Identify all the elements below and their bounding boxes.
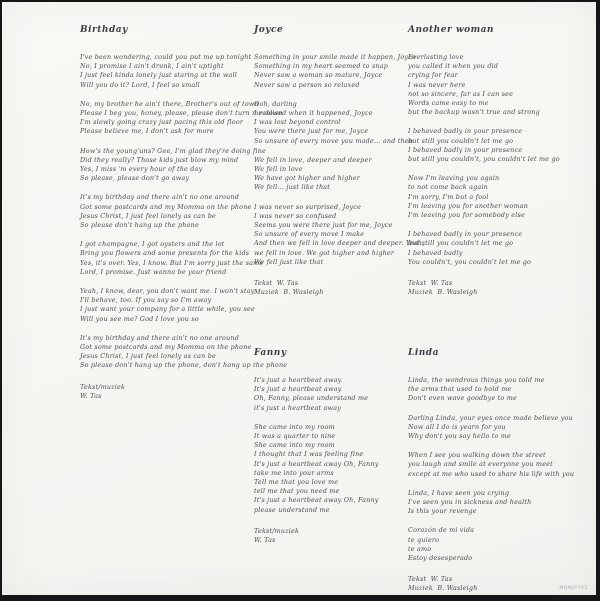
lyric-line: So please don't hang up the phone, don't hang up the phone [80, 361, 288, 370]
lyric-line: I'll behave, too. If you say so I'm away [80, 296, 212, 305]
verse [408, 376, 596, 404]
verse [408, 230, 596, 267]
credit-line: W. Tas [80, 391, 102, 400]
song-credits [254, 527, 424, 545]
verse [254, 376, 424, 413]
lyric-line: I was never so surprised, Joyce [254, 202, 362, 211]
lyric-line: Lord, I promise. Just wanna be your friend [80, 267, 227, 276]
verse [408, 451, 596, 479]
song-title: Another woman [408, 25, 494, 35]
lyric-line: Now I'm leaving you again [408, 174, 500, 183]
verse [254, 100, 424, 146]
lyric-line: Oh, Fanny, please understand me [254, 394, 369, 403]
lyric-line: I'm slowly going crazy just pacing this old floor [80, 118, 244, 127]
verse [80, 53, 256, 90]
lyric-line: it's just a heartbeat away [254, 403, 342, 412]
lyric-line: Jesus Christ, I just feel lonely as can be [80, 211, 217, 220]
lyric-line: crying for fear [408, 71, 458, 80]
lyric-line: I realised when it happened, Joyce [254, 109, 373, 118]
lyric-line: te quiero [408, 535, 440, 544]
lyric-line: I was never so confused [254, 211, 337, 220]
song-credits [408, 279, 596, 297]
lyric-line: It's my birthday and there ain't no one around [80, 193, 239, 202]
lyric-line: So please, please don't go away [80, 174, 190, 183]
lyric-line: Did they really? Those kids just blow my mind [80, 155, 239, 164]
lyric-line: tell me that you need me [254, 487, 340, 496]
verse [408, 414, 596, 442]
lyric-line: We fell... just like that [254, 183, 331, 192]
lyric-line: Is this your revenge [408, 507, 477, 516]
lyric-line: I thought that I was feeling fine [254, 450, 364, 459]
song-credits [80, 383, 256, 401]
lyric-line: We fell in love [254, 165, 303, 174]
lyric-line: we fell in love. We got higher and higher [254, 248, 395, 257]
verse [408, 489, 596, 517]
lyric-line: please understand me [254, 505, 330, 514]
lyric-line: I got champagne, I got oysters and the lot [80, 240, 225, 249]
lyric-line: We fell just like that [254, 257, 324, 266]
lyric-line: It's just a heartbeat away Oh, Fanny [254, 459, 379, 468]
lyric-line: I've been wondering, could you put me up tonight [80, 53, 252, 61]
lyric-line: Something in my heart seemed to snap [254, 62, 389, 71]
lyric-line: You were there just for me, Joyce [254, 127, 369, 136]
lyric-line: I'm leaving you for another woman [408, 201, 529, 210]
lyric-line: We fell in love, deeper and deeper [254, 155, 372, 164]
lyric-line: And then we fell in love deeper and deeper. Yeah, [254, 239, 425, 248]
lyric-line: te amo [408, 544, 432, 553]
lyric-line: I behaved badly in your presence [408, 145, 523, 154]
lyric-line: Estoy desesperado [408, 554, 473, 563]
lyric-line: I'm leaving you for somebody else [408, 211, 525, 220]
lyric-line: You couldn't, you couldn't let me go [408, 257, 532, 266]
lyric-line: I behaved badly in your presence [408, 230, 523, 239]
song-title: Fanny [254, 348, 287, 358]
verse [408, 526, 596, 563]
lyric-line: Linda, the wondrous things you told me [408, 376, 545, 384]
lyric-line: It's just a heartbeat away [254, 385, 342, 394]
song-linda [408, 347, 596, 594]
lyric-line: but the backup wasn't true and strong [408, 108, 540, 117]
lyric-line: It's my birthday and there ain't no one around [80, 333, 239, 342]
lyric-line: Please believe me, I don't ask for more [80, 127, 214, 136]
lyric-line: not so sincere, far as I can see [408, 89, 514, 98]
catalog-number: MDMJP702 [559, 586, 588, 591]
lyric-line: It's just a heartbeat away [254, 376, 342, 384]
lyric-line: She came into my room [254, 422, 335, 431]
lyric-line: When I see you walking down the street [408, 451, 546, 460]
lyric-line: I was lost beyond control [254, 118, 341, 127]
verse [408, 53, 596, 117]
credit-line: W. Tas [254, 536, 276, 545]
lyric-line: I behaved badly [408, 248, 463, 257]
lyric-line: Will you do it? Lord, I feel so small [80, 80, 200, 89]
credit-line: Tekst W. Tas [408, 279, 453, 288]
lyric-line: Corazón de mi vida [408, 526, 475, 535]
lyric-line: I've seen you in sickness and health [408, 498, 532, 507]
lyric-line: to not come back again [408, 183, 488, 192]
lyric-line: It was a quarter to nine [254, 432, 336, 441]
lyric-line: I behaved badly in your presence [408, 127, 523, 136]
lyric-line: Got some postcards and my Momma on the phone [80, 343, 252, 352]
verse [254, 156, 424, 193]
lyric-line: Something in your smile made it happen, Joyce [254, 53, 416, 61]
verse [80, 287, 256, 324]
lyric-line: but still you couldn't let me go [408, 239, 514, 248]
lyric-line: take me into your arms [254, 468, 334, 477]
lyric-line: I was never here [408, 80, 466, 89]
verse [254, 203, 424, 267]
lyric-line: but still you couldn't, you couldn't let me go [408, 155, 560, 164]
song-title: Linda [408, 348, 439, 358]
credit-line: Muziek B. Wasleigh [254, 288, 324, 297]
credit-line: Tekst/muziek [254, 526, 300, 535]
lyric-line: No, my brother he ain't there, Brother's out of town [80, 99, 259, 108]
credit-line: Tekst W. Tas [254, 279, 299, 288]
verse [80, 146, 266, 184]
song-title: Joyce [254, 25, 284, 35]
song-joyce [254, 24, 424, 297]
lyric-line: I just want your company for a little while, you see [80, 305, 255, 314]
lyric-line: No, I promise I ain't drunk, I ain't uptight [80, 62, 224, 71]
credit-line: Muziek B. Wasleigh [408, 584, 478, 593]
lyric-line: Got some postcards and my Momma on the phone [80, 202, 252, 211]
lyric-line: We have got higher and higher [254, 174, 361, 183]
credit-line: Tekst/muziek [80, 382, 126, 391]
verse [80, 240, 264, 277]
lyric-line: Never saw a person so relaxed [254, 80, 360, 89]
lyric-line: Yeah, I know, dear, you don't want me. I won't stay [80, 287, 255, 296]
lyric-sheet-page [2, 2, 596, 595]
lyric-line: Seems you were there just for me, Joyce [254, 221, 393, 230]
credit-line: Muziek B. Wasleigh [408, 288, 478, 297]
verse [254, 53, 424, 90]
lyric-line: I just feel kinda lonely just staring at the wall [80, 71, 238, 80]
lyric-line: She came into my room [254, 441, 335, 450]
lyric-line: you called it when you did [408, 62, 499, 71]
lyric-line: Darling Linda, your eyes once made believe you [408, 413, 573, 422]
lyric-line: So please don't hang up the phone [80, 221, 199, 230]
lyric-line: So unsure of every move you made... and then [254, 136, 414, 145]
credit-line: Tekst W. Tas [408, 575, 453, 584]
lyric-line: I'm sorry, I'm but a fool [408, 192, 489, 201]
lyric-line: It's just a heartbeat away Oh, Fanny [254, 496, 379, 505]
lyric-line: Now all I do is yearn for you [408, 422, 506, 431]
song-fanny [254, 347, 424, 545]
lyric-line: Will you see me? God I love you so [80, 314, 199, 323]
lyric-line: Jesus Christ, I just feel lonely as can be [80, 352, 217, 361]
lyric-line: Never saw a woman so mature, Joyce [254, 71, 383, 80]
lyric-line: Ooh, darling [254, 99, 297, 108]
lyric-line: Bring you flowers and some presents for the kids [80, 249, 250, 258]
lyric-line: Yes, it's over. Yes, I know. But I'm sorry just the same [80, 258, 264, 267]
lyric-line: except at me who used to share his life with you [408, 469, 575, 478]
lyric-line: but still you couldn't let me go [408, 136, 514, 145]
lyric-line: Don't even wave goodbye to me [408, 394, 517, 403]
lyric-line: Linda, I have seen you crying [408, 488, 510, 497]
lyric-line: you laugh and smile at everyone you meet [408, 460, 553, 469]
song-title: Birthday [80, 25, 128, 35]
lyric-line: Why don't you say hello to me [408, 432, 512, 441]
lyric-line: Please I beg you, honey, please, please don't turn me down [80, 109, 283, 118]
lyric-line: How's the young'uns? Gee, I'm glad they're doing fine [80, 146, 266, 155]
lyric-line: the arms that used to hold me [408, 385, 512, 394]
verse [80, 193, 256, 230]
verse [254, 423, 424, 515]
song-credits [254, 279, 424, 297]
lyric-line: Everlasting love [408, 53, 464, 61]
lyric-line: So unsure of every move I make [254, 230, 365, 239]
lyric-line: Yes, I miss 'm every hour of the day [80, 165, 203, 174]
verse [408, 174, 596, 220]
song-another-woman [408, 24, 596, 297]
lyric-line: Tell me that you love me [254, 478, 339, 487]
verse [408, 127, 596, 164]
lyric-line: Words came easy to me [408, 99, 489, 108]
